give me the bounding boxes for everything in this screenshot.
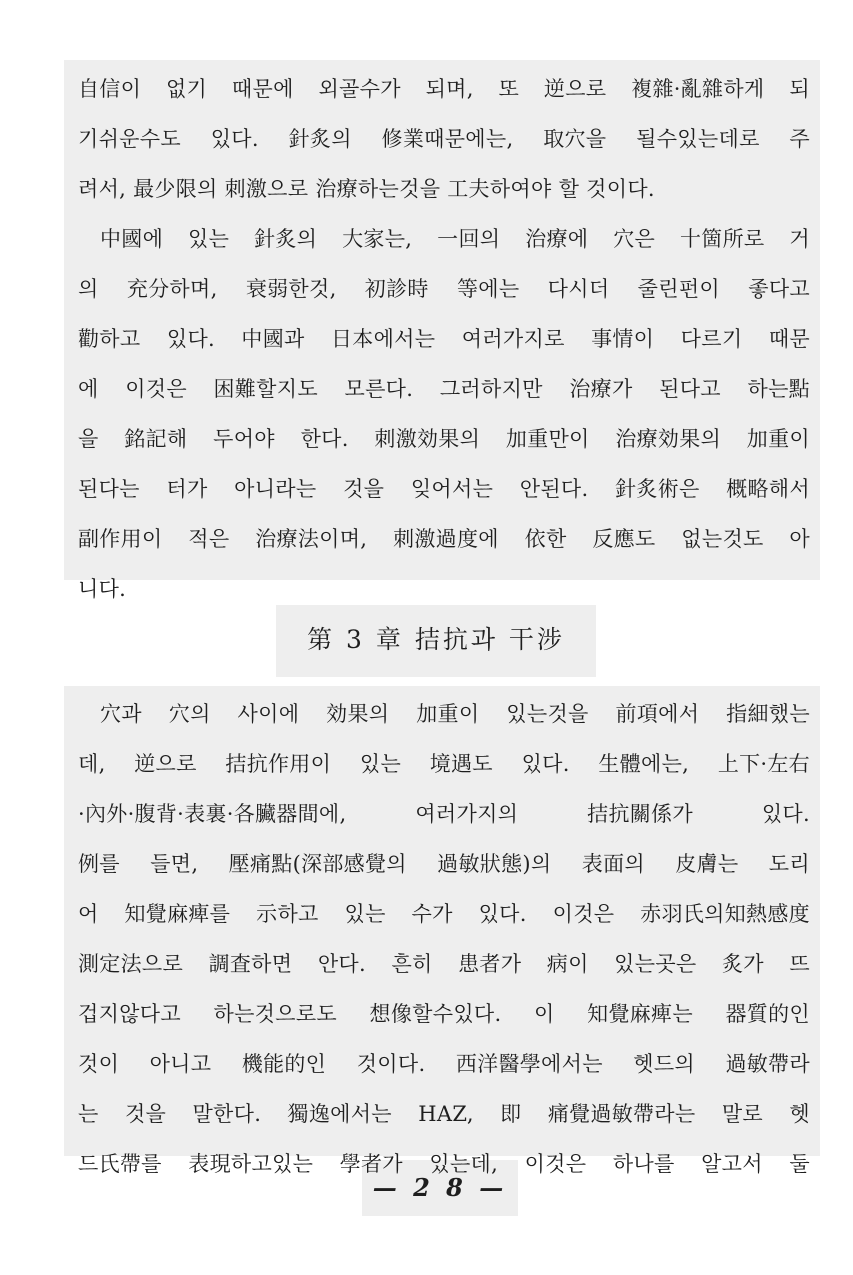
text-line: 어 知覺麻痺를 示하고 있는 수가 있다. 이것은 赤羽氏의知熱感度 bbox=[78, 902, 810, 926]
text-line: ·內外·腹背·表裏·各臟器間에, 여러가지의 拮抗關係가 있다. bbox=[78, 802, 810, 826]
body-text-bottom bbox=[78, 689, 810, 1189]
text-line: 려서, 最少限의 刺激으로 治療하는것을 工夫하여야 할 것이다. bbox=[78, 177, 655, 201]
chapter-title: 第 3 章 拮抗과 干涉 bbox=[307, 625, 565, 654]
body-text-top bbox=[78, 64, 810, 614]
text-line: 中國에 있는 針炙의 大家는, 一回의 治療에 穴은 十箇所로 거 bbox=[100, 227, 810, 251]
text-line: 을 銘記해 두어야 한다. 刺激効果의 加重만이 治療効果의 加重이 bbox=[78, 427, 810, 451]
text-line: 겁지않다고 하는것으로도 想像할수있다. 이 知覺麻痺는 器質的인 bbox=[78, 1002, 810, 1026]
text-line: 自信이 없기 때문에 외골수가 되며, 또 逆으로 複雜·亂雜하게 되 bbox=[78, 77, 810, 101]
text-line: 測定法으로 調査하면 안다. 흔히 患者가 病이 있는곳은 炙가 뜨 bbox=[78, 952, 810, 976]
text-line: 에 이것은 困難할지도 모른다. 그러하지만 治療가 된다고 하는點 bbox=[78, 377, 810, 401]
text-line: 의 充分하며, 衰弱한것, 初診時 等에는 다시더 줄린펀이 좋다고 bbox=[78, 277, 810, 301]
text-line: 例를 들면, 壓痛點(深部感覺의 過敏狀態)의 表面의 皮膚는 도리 bbox=[78, 852, 810, 876]
text-line: 것이 아니고 機能的인 것이다. 西洋醫學에서는 헷드의 過敏帶라 bbox=[78, 1052, 810, 1076]
text-line: 니다. bbox=[78, 577, 127, 601]
text-line: 副作用이 적은 治療法이며, 刺激過度에 依한 反應도 없는것도 아 bbox=[78, 527, 810, 551]
page-number: — 2 8 — bbox=[372, 1173, 508, 1202]
text-line: 穴과 穴의 사이에 効果의 加重이 있는것을 前項에서 指細했는 bbox=[100, 702, 810, 726]
text-line: 드氏帶를 表現하고있는 學者가 있는데, 이것은 하나를 알고서 둘 bbox=[78, 1152, 810, 1176]
text-line: 는 것을 말한다. 獨逸에서는 HAZ, 即 痛覺過敏帶라는 말로 헷 bbox=[78, 1102, 810, 1126]
text-line: 기쉬운수도 있다. 針炙의 修業때문에는, 取穴을 될수있는데로 주 bbox=[78, 127, 810, 151]
text-line: 된다는 터가 아니라는 것을 잊어서는 안된다. 針炙術은 概略해서 bbox=[78, 477, 810, 501]
text-line: 데, 逆으로 拮抗作用이 있는 境遇도 있다. 生體에는, 上下·左右 bbox=[78, 752, 810, 776]
text-line: 勸하고 있다. 中國과 日本에서는 여러가지로 事情이 다르기 때문 bbox=[78, 327, 810, 351]
